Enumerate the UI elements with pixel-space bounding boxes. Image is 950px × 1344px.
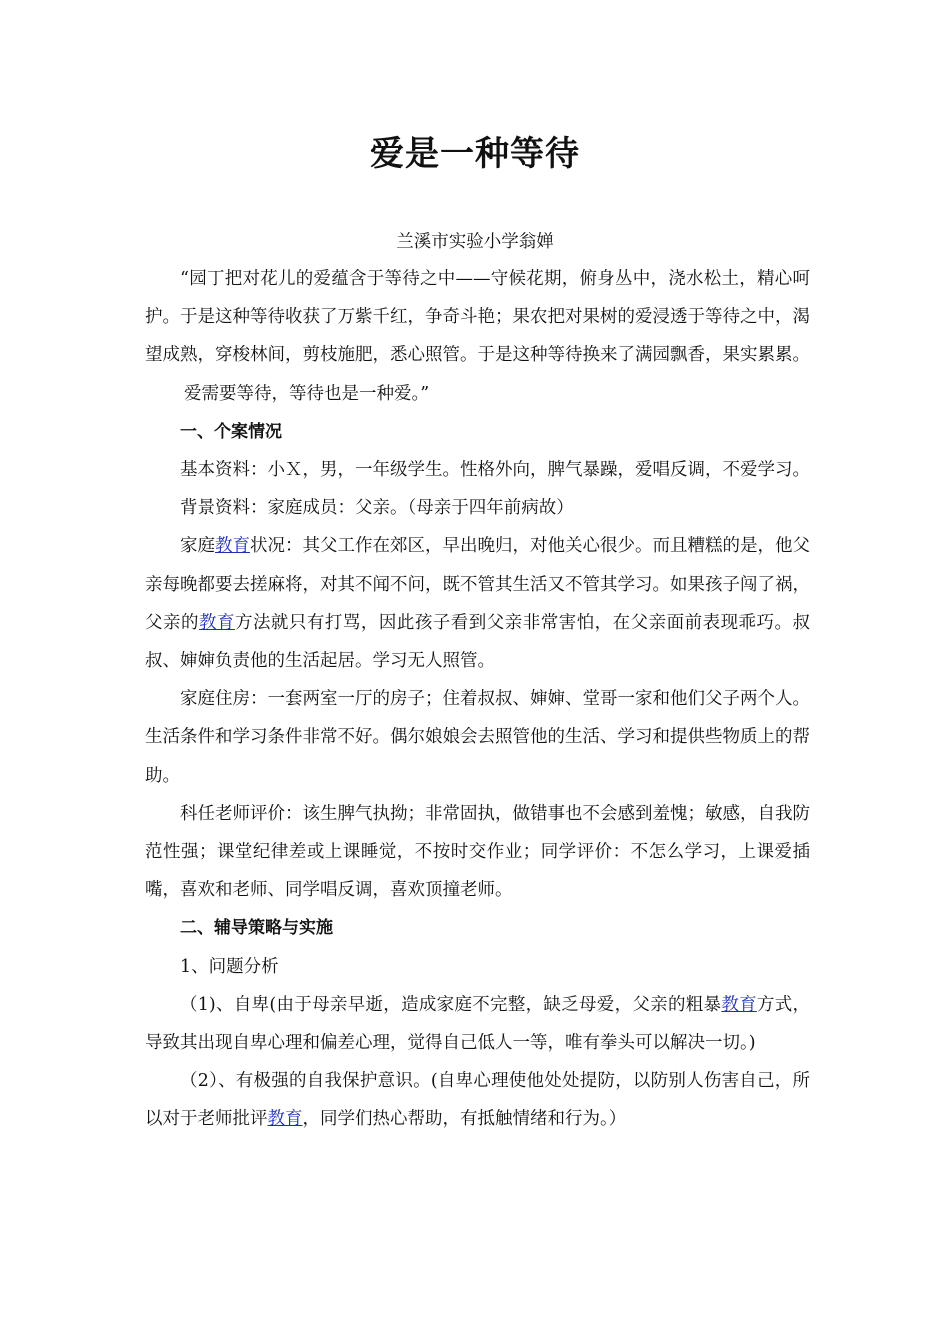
point-self-protection [145,1062,810,1138]
family-edu-text-1: 家庭 [180,536,215,557]
education-link[interactable]: 教育 [721,994,757,1015]
section-heading-strategy: 二、辅导策略与实施 [180,918,333,939]
education-link[interactable]: 教育 [198,612,235,633]
family-edu-text-3: 方法就只有打骂，因此孩子看到父亲非常害怕，在父亲面前表现乖巧。叔叔、婶婶负责他的生活起居。学习无人照管。 [145,612,811,672]
point-inferiority [145,986,810,1062]
education-link[interactable]: 教育 [215,536,250,557]
point1-text-b: 方式，导致其出现自卑心理和偏差心理，觉得自己低人一等，唯有拳头可以解决一切。) [145,994,811,1054]
point2-text-b: ，同学们热心帮助，有抵触情绪和行为。） [302,1109,627,1130]
author-line: 兰溪市实验小学翁婵 [396,232,554,252]
family-edu-text-2: 状况：其父工作在郊区，早出晚归，对他关心很少。而且糟糕的是，他父亲每晚都要去搓麻将，对其不闻不问，既不管其生活又不管其学习。如果孩子闯了祸，父亲的 [145,536,810,633]
document-body [145,260,810,1139]
subheading-problem-analysis: 1、问题分析 [180,956,279,977]
background-info-paragraph: 背景资料：家庭成员：父亲。（母亲于四年前病故） [180,498,574,519]
housing-paragraph: 家庭住房：一套两室一厅的房子；住着叔叔、婶婶、堂哥一家和他们父子两个人。生活条件和学习条件非常不好。偶尔娘娘会去照管他的生活、学习和提供些物质上的帮助。 [145,689,810,786]
point1-text-a: （1)、自卑(由于母亲早逝，造成家庭不完整，缺乏母爱，父亲的粗暴 [180,994,722,1015]
education-link[interactable]: 教育 [267,1109,303,1130]
teacher-evaluation-paragraph: 科任老师评价：该生脾气执拗；非常固执，做错事也不会感到羞愧；敏感，自我防范性强；课堂纪律差或上课睡觉，不按时交作业；同学评价：不怎么学习，上课爱插嘴，喜欢和老师、同学唱反调，喜欢顶撞老师。 [145,803,810,901]
point2-text-a: （2）、有极强的自我保护意识。(自卑心理使他处处提防，以防别人伤害自己，所以对于老师批评 [145,1071,810,1130]
intro-quote-end: 爱需要等待，等待也是一种爱。” [184,383,430,404]
basic-info-paragraph: 基本资料：小Ｘ，男，一年级学生。性格外向，脾气暴躁，爱唱反调，不爱学习。 [180,460,810,481]
section-heading-case: 一、个案情况 [180,421,282,442]
document-title: 爱是一种等待 [370,134,580,174]
intro-paragraph: “园丁把对花儿的爱蕴含于等待之中——守候花期，俯身丛中，浇水松土，精心呵护。于是这种等待收获了万紫千红，争奇斗艳；果农把对果树的爱浸透于等待之中，渴望成熟，穿梭林间，剪枝施肥，悉心照管。于是这种等待换来了满园飘香，果实累累。 [145,269,810,366]
family-education-paragraph [145,527,810,680]
